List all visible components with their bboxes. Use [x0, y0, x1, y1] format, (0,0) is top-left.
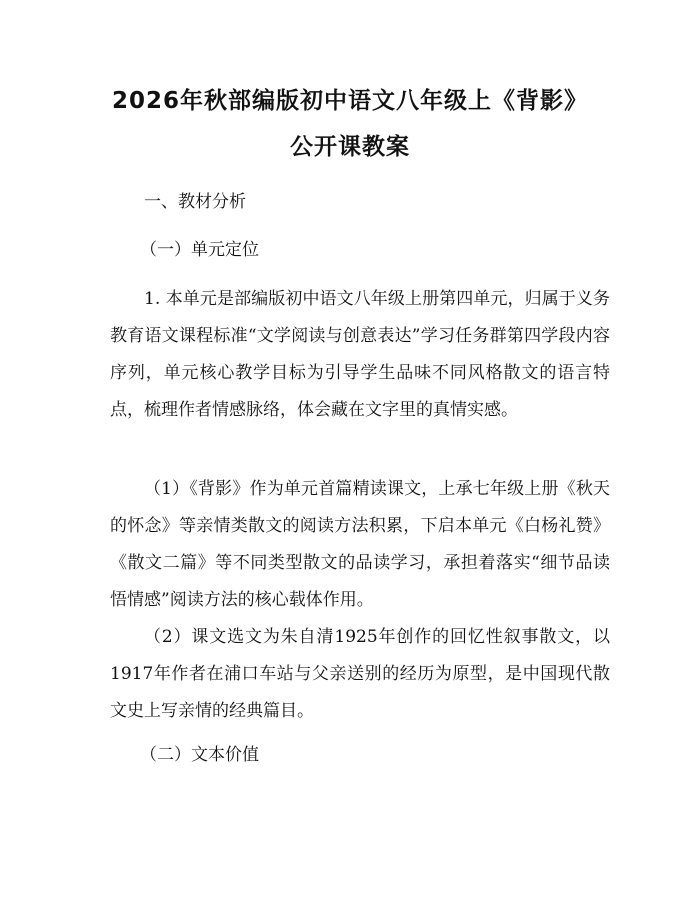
section-heading-textbook-analysis: 一、教材分析 — [144, 192, 246, 212]
document-title-line-2: 公开课教案 — [290, 134, 410, 160]
subsection-heading-unit-positioning: （一）单元定位 — [140, 240, 259, 260]
document-title-line-1: 2026年秋部编版初中语文八年级上《背影》 — [111, 88, 588, 114]
paragraph-unit-overview: 1. 本单元是部编版初中语文八年级上册第四单元，归属于义务教育语文课程标准“文学阅读与创意表达”学习任务群第四学段内容序列，单元核心教学目标为引导学生品味不同风格散文的语言特点，梳理作者情感脉络，体会藏在文字里的真情实感。 — [110, 289, 610, 420]
subsection-heading-text-value: （二）文本价值 — [140, 745, 259, 765]
paragraph-text-role: （1）《背影》作为单元首篇精读课文，上承七年级上册《秋天的怀念》等亲情类散文的阅读方法积累，下启本单元《白杨礼赞》《散文二篇》等不同类型散文的品读学习，承担着落实“细节品读悟情感”阅读方法的核心载体作用。 — [110, 479, 610, 610]
paragraph-text-origin: （2）课文选文为朱自清1925年创作的回忆性叙事散文，以1917年作者在浦口车站与父亲送别的经历为原型，是中国现代散文史上写亲情的经典篇目。 — [110, 627, 610, 721]
